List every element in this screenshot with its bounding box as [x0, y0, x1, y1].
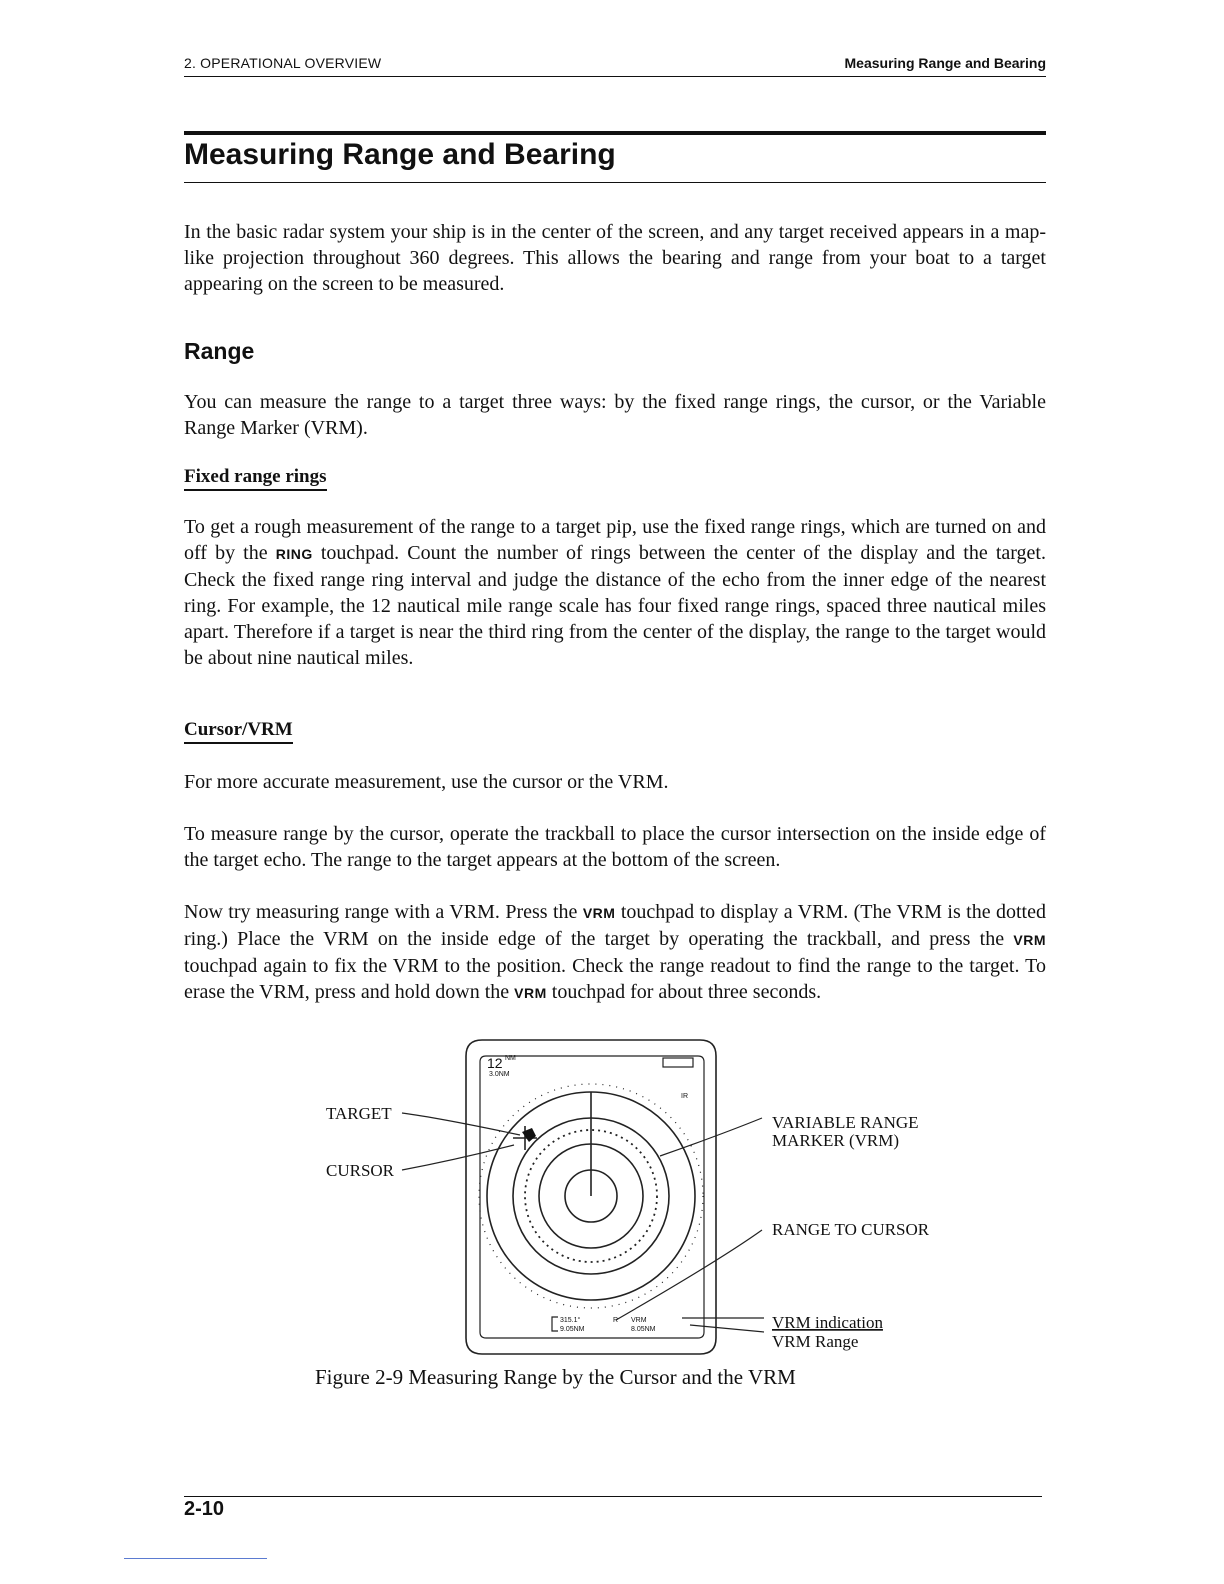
- vrm-text-a: Now try measuring range with a VRM. Press the: [184, 901, 583, 923]
- cursor-vrm-paragraph-2: To measure range by the cursor, operate the trackball to place the cursor intersection on the inside edge of the target echo. The range to the target appears at the bottom of the screen.: [184, 823, 1046, 871]
- screen-range: 12: [487, 1055, 503, 1071]
- vrm-key-label-2: VRM: [1013, 932, 1046, 948]
- label-range-to-cursor: RANGE TO CURSOR: [772, 1220, 930, 1239]
- range-to-cursor-leader: [616, 1230, 762, 1320]
- cursor-vrm-heading: Cursor/VRM: [184, 719, 293, 744]
- vrm-text-b: touchpad to display a VRM. (The VRM is the dotted ring.) Place the VRM on the inside edge of the target by operating the trackball, and press the: [184, 901, 1046, 950]
- range-ring-1: [565, 1170, 617, 1222]
- screen-ring-interval: 3.0NM: [489, 1071, 510, 1078]
- fixed-range-rings-heading: Fixed range rings: [184, 466, 327, 491]
- ring-key-label: RING: [275, 546, 313, 562]
- vrm-leader: [660, 1118, 762, 1156]
- screen-cursor-bearing: 315.1°: [560, 1317, 581, 1324]
- cursor-vrm-paragraph-1: For more accurate measurement, use the cursor or the VRM.: [184, 771, 669, 793]
- vrm-key-label-3: VRM: [514, 985, 547, 1001]
- label-cursor: CURSOR: [326, 1161, 395, 1180]
- running-header-section: Measuring Range and Bearing: [844, 55, 1046, 71]
- intro-paragraph: In the basic radar system your ship is in the center of the screen, and any target received appears in a map-like projection throughout 360 degrees. This allows the bearing and range from your boat to a target appearing on the screen to be measured.: [184, 221, 1046, 295]
- figure-caption: Figure 2-9 Measuring Range by the Cursor and the VRM: [315, 1365, 796, 1389]
- label-vrm-range: VRM Range: [772, 1332, 859, 1351]
- range-ring-2: [539, 1144, 643, 1248]
- page-title: Measuring Range and Bearing: [184, 138, 616, 171]
- screen-cursor-bearing-flag: R: [613, 1317, 619, 1324]
- label-vrm-line-1: VARIABLE RANGE: [772, 1113, 919, 1132]
- fixed-rings-text-a: To get a rough measurement of the range to a target pip, use the fixed range rings, which are turned on and off by the: [184, 516, 1046, 564]
- display-inner-screen: [480, 1056, 704, 1338]
- label-target: TARGET: [326, 1104, 392, 1123]
- range-ring-3: [513, 1118, 669, 1274]
- header-rule: [184, 76, 1046, 77]
- vrm-text-c: touchpad again to fix the VRM to the position. Check the range readout to find the range to the target. To erase the VRM, press and hold down the: [184, 955, 1046, 1003]
- title-top-rule: [184, 131, 1046, 135]
- target-echo: [522, 1128, 536, 1142]
- readout-bracket: [552, 1317, 558, 1331]
- screen-vrm-range: 8.05NM: [631, 1326, 656, 1333]
- range-paragraph: You can measure the range to a target three ways: by the fixed range rings, the cursor, or the Variable Range Marker (VRM).: [184, 391, 1046, 439]
- screen-vrm-label: VRM: [631, 1317, 647, 1324]
- range-ring-outer: [487, 1092, 695, 1300]
- fixed-rings-text-b: touchpad. Count the number of rings between the center of the display and the target. Check the fixed range ring interval and judge the distance of the echo from the inner edge of the nearest ring. For example, the 12 nautical mile range scale has four fixed range rings, spaced three nautical miles apart. Therefore if a target is near the third ring from the center of the display, the range to the target would be about nine nautical miles.: [184, 542, 1046, 669]
- cursor-leader: [402, 1145, 514, 1170]
- title-bottom-rule: [184, 182, 1046, 183]
- range-heading: Range: [184, 338, 255, 364]
- running-header-chapter: 2. OPERATIONAL OVERVIEW: [184, 55, 382, 71]
- label-vrm-line-2: MARKER (VRM): [772, 1131, 900, 1150]
- fixed-range-rings-paragraph: [184, 514, 1046, 671]
- screen-cursor-range: 9.05NM: [560, 1326, 585, 1333]
- screen-mode: IR: [681, 1093, 688, 1100]
- page-number: 2-10: [184, 1498, 225, 1520]
- footer-rule: [184, 1496, 1042, 1497]
- vrm-text-d: touchpad for about three seconds.: [546, 981, 822, 1003]
- vrm-ring: [525, 1130, 657, 1262]
- display-bezel: [466, 1040, 716, 1354]
- bearing-scale-ring: [479, 1084, 703, 1308]
- status-box: [663, 1058, 693, 1067]
- scan-artifact-line: [124, 1558, 267, 1559]
- vrm-range-leader: [690, 1325, 764, 1332]
- screen-range-unit: NM: [505, 1055, 516, 1062]
- vrm-key-label-1: VRM: [582, 905, 616, 921]
- target-leader: [402, 1113, 520, 1135]
- label-vrm-indication: VRM indication: [772, 1313, 883, 1332]
- cursor-vrm-paragraph-3: [184, 899, 1046, 1006]
